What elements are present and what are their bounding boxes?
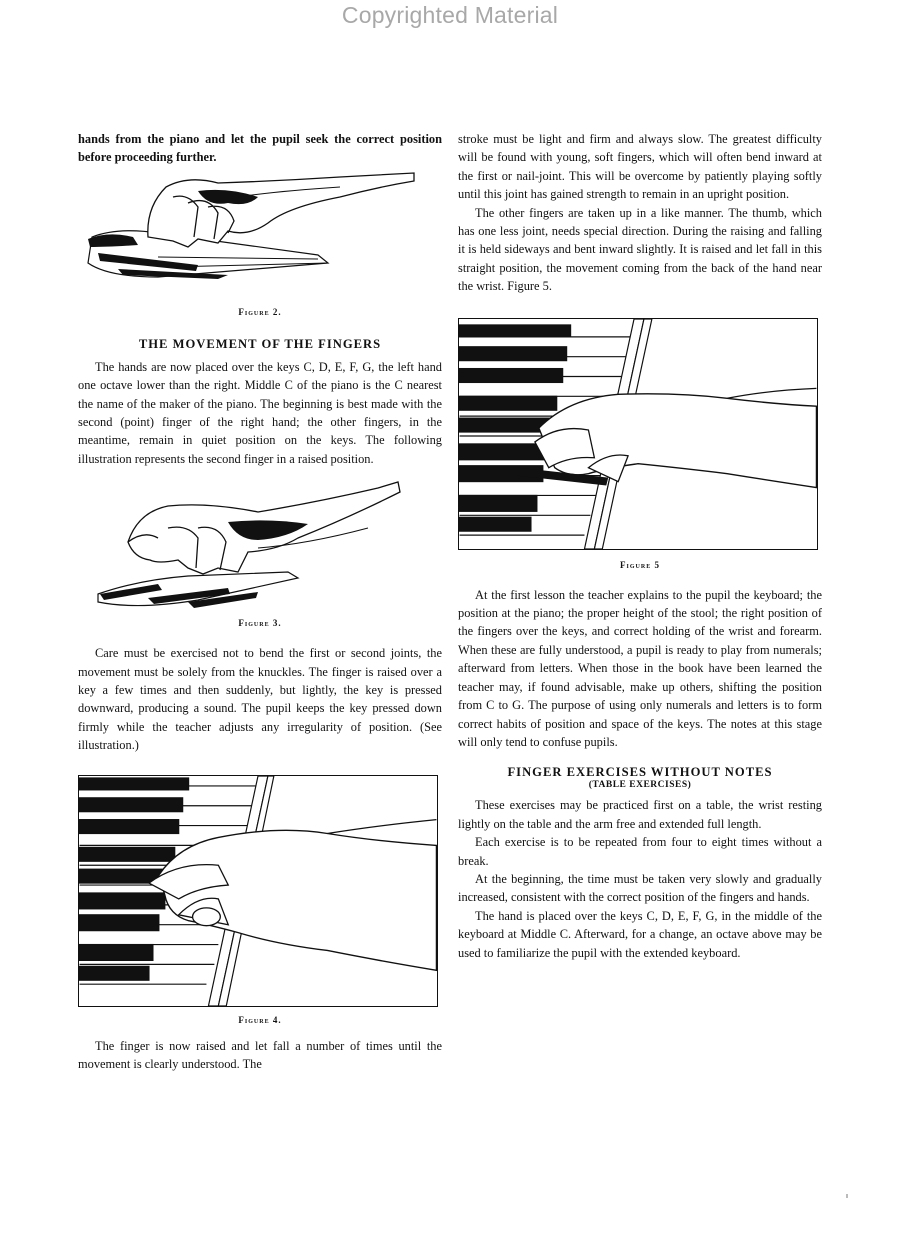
paragraph-practiced-on-table: These exercises may be practiced first on a table, the wrist resting lightly on the table and the arm free and extended full length. — [458, 798, 822, 831]
paragraph-hands-placed: The hands are now placed over the keys C, D, E, F, G, the left hand one octave lower than the right. Middle C of the piano is the C nearest the name of the maker of the piano. The beginning is best made with the second (point) finger of the right hand; the other fingers, in the meantime, remain in quiet position on the keys. The following illustration represents the second finger in a raised position. — [78, 359, 442, 466]
figure-4 — [78, 775, 442, 1025]
paragraph-hand-placed: The hand is placed over the keys C, D, E, F, G, in the middle of the keyboard at Middle C. Afterward, for a change, an octave above may be used to familiarize the pupil with the extended keyboard. — [458, 908, 822, 960]
paragraph-time-slowly: At the beginning, the time must be taken very slowly and gradually increased, consistent with the correct position of the fingers and hands. — [458, 871, 822, 905]
copyright-watermark: Copyrighted Material — [341, 2, 559, 28]
page-mark — [846, 1194, 848, 1198]
paragraph-first-lesson: At the first lesson the teacher explains to the pupil the keyboard; the position at the piano; the proper height of the stool; the right position of the fingers over the keys, and correct holding of the wrist and forearm. When these are fully understood, a pupil is ready to play from numerals; afterward from letters. When those in the book have been learned the teacher may, if found advisable, make up others, shifting the position from C to G. The purpose of using only numerals and letters is to form correct habits of position and space of the keys. The notes at this stage will only tend to confuse pupils. — [458, 587, 822, 749]
thumb-position-illustration — [458, 318, 818, 550]
figure-4-caption: Figure 4. — [238, 1014, 282, 1025]
figure-5-caption: Figure 5 — [620, 559, 660, 570]
section-subheading-table-exercises: (TABLE EXERCISES) — [588, 780, 692, 791]
paragraph-other-fingers: The other fingers are taken up in a like manner. The thumb, which has one less joint, needs special direction. During the raising and falling it is held sideways and bent inward slightly. It is raised and let fall in this straight position, the movement coming from the back of the hand near the wrist. Figure 5. — [458, 205, 822, 294]
section-heading-movement: THE MOVEMENT OF THE FINGERS — [138, 336, 382, 351]
finger-pressing-key-illustration — [78, 775, 438, 1007]
figure-5 — [458, 318, 822, 570]
raised-finger-illustration — [78, 468, 442, 618]
figure-3 — [78, 468, 442, 636]
left-column — [78, 130, 442, 1074]
hand-on-keys-illustration — [78, 167, 442, 307]
section-heading-finger-exercises: FINGER EXERCISES WITHOUT NOTES — [507, 765, 773, 780]
right-column — [458, 130, 822, 962]
paragraph-stroke-light: stroke must be light and firm and always slow. The greatest difficulty will be found with young, soft fingers, which will often bend inward at the first or nail-joint. This will be overcome by patiently playing softly until this joint has gained strength to remain in an upright position. — [458, 132, 822, 202]
figure-2 — [78, 167, 442, 327]
paragraph-hands-position: hands from the piano and let the pupil seek the correct position before proceeding further. — [78, 132, 442, 165]
paragraph-care-exercised: Care must be exercised not to bend the first or second joints, the movement must be solely from the knuckles. The finger is raised over a key a few times and then suddenly, but lightly, the key is pressed downward, producing a sound. The pupil keeps the key pressed down firmly while the teacher adjusts any irregularity of position. (See illustration.) — [78, 646, 442, 753]
paragraph-repeat-exercise: Each exercise is to be repeated from four to eight times without a break. — [458, 835, 822, 868]
figure-2-caption: Figure 2. — [238, 306, 282, 317]
figure-3-caption: Figure 3. — [238, 618, 282, 629]
paragraph-finger-raised: The finger is now raised and let fall a number of times until the movement is clearly understood. The — [78, 1038, 442, 1072]
